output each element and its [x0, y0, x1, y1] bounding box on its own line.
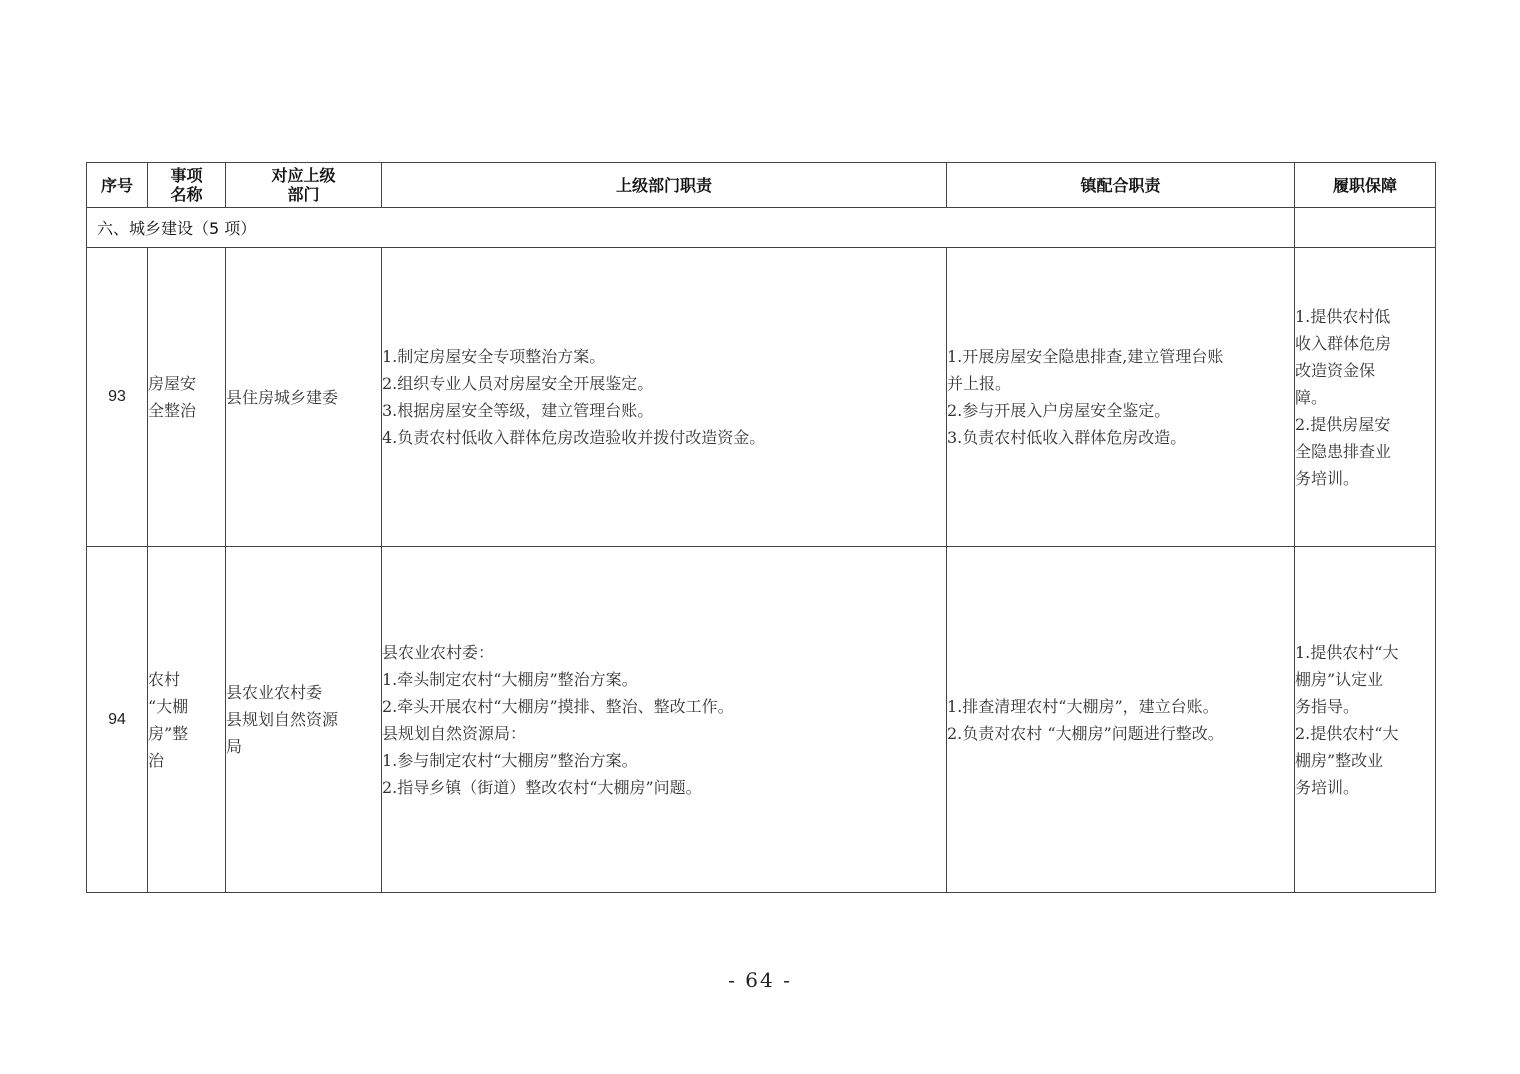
item-name-cell [148, 547, 226, 893]
page-number: - 64 - [728, 968, 792, 992]
section-title: 六、城乡建设（5 项） [87, 208, 1295, 248]
guarantee-line: 改造资金保 [1295, 360, 1376, 380]
town-duty-cell [947, 248, 1295, 547]
section-empty-cell [1295, 208, 1436, 248]
header-item-name-line: 事项 [170, 166, 203, 185]
guarantee-line: 1.提供农村低 [1295, 306, 1391, 326]
header-dept [226, 163, 382, 208]
town-duty-line: 1.开展房屋安全隐患排查,建立管理台账 [947, 347, 1224, 366]
guarantee-line: 2.提供农村“大 [1295, 723, 1399, 743]
item-name-line: 房”整 [148, 723, 189, 743]
guarantee-line: 务培训。 [1295, 777, 1360, 797]
upper-duty-line: 1.制定房屋安全专项整治方案。 [382, 347, 606, 366]
section-row [87, 208, 1436, 248]
guarantee-line: 棚房”认定业 [1295, 669, 1384, 689]
guarantee-cell [1295, 248, 1436, 547]
town-duty-line: 2.负责对农村 “大棚房”问题进行整改。 [947, 723, 1224, 743]
guarantee-line: 棚房”整改业 [1295, 750, 1384, 770]
town-duty-cell [947, 547, 1295, 893]
item-name-line: 治 [148, 750, 165, 770]
guarantee-line: 2.提供房屋安 [1295, 414, 1391, 434]
header-item-name-line: 名称 [170, 185, 203, 204]
guarantee-line: 务指导。 [1295, 696, 1360, 716]
upper-duty-line: 县规划自然资源局： [382, 723, 527, 743]
header-dept-line: 对应上级 [271, 166, 336, 185]
upper-duty-line: 2.指导乡镇（街道）整改农村“大棚房”问题。 [382, 777, 702, 797]
item-name-cell [148, 248, 226, 547]
dept-cell [226, 248, 382, 547]
header-item-name [148, 163, 226, 208]
table-header-row [87, 163, 1436, 208]
town-duty-line: 3.负责农村低收入群体危房改造。 [947, 428, 1187, 447]
upper-duty-cell [382, 248, 947, 547]
guarantee-line: 务培训。 [1295, 468, 1360, 488]
town-duty-line: 2.参与开展入户房屋安全鉴定。 [947, 401, 1171, 420]
item-name-line: 房屋安 [148, 374, 197, 393]
header-upper-duty: 上级部门职责 [382, 163, 947, 208]
upper-duty-line: 县农业农村委： [382, 642, 495, 662]
upper-duty-line: 1.参与制定农村“大棚房”整治方案。 [382, 750, 638, 770]
table-row [87, 248, 1436, 547]
dept-cell [226, 547, 382, 893]
item-name-line: “大棚 [148, 696, 189, 716]
guarantee-line: 收入群体危房 [1295, 333, 1392, 353]
town-duty-line: 1.排查清理农村“大棚房”，建立台账。 [947, 696, 1219, 716]
row-number: 93 [87, 248, 148, 547]
dept-line: 县住房城乡建委 [226, 387, 339, 407]
dept-line: 县规划自然资源 [226, 710, 339, 729]
guarantee-line: 1.提供农村“大 [1295, 642, 1399, 662]
header-dept-line: 部门 [287, 185, 320, 204]
upper-duty-line: 2.组织专业人员对房屋安全开展鉴定。 [382, 374, 654, 393]
upper-duty-cell [382, 547, 947, 893]
guarantee-line: 障。 [1295, 387, 1328, 407]
item-name-line: 农村 [148, 669, 181, 689]
upper-duty-line: 3.根据房屋安全等级，建立管理台账。 [382, 401, 654, 420]
row-number: 94 [87, 547, 148, 893]
dept-line: 局 [226, 737, 243, 756]
guarantee-line: 全隐患排查业 [1295, 441, 1392, 461]
upper-duty-line: 4.负责农村低收入群体危房改造验收并拨付改造资金。 [382, 428, 766, 447]
table-row [87, 547, 1436, 893]
dept-line: 县农业农村委 [226, 683, 323, 702]
item-name-line: 全整治 [148, 401, 197, 420]
guarantee-cell [1295, 547, 1436, 893]
upper-duty-line: 2.牵头开展农村“大棚房”摸排、整治、整改工作。 [382, 696, 734, 716]
header-seq: 序号 [87, 163, 148, 208]
header-town-duty: 镇配合职责 [947, 163, 1295, 208]
duty-table [86, 162, 1436, 893]
header-guarantee: 履职保障 [1295, 163, 1436, 208]
town-duty-line: 并上报。 [947, 374, 1012, 393]
upper-duty-line: 1.牵头制定农村“大棚房”整治方案。 [382, 669, 638, 689]
